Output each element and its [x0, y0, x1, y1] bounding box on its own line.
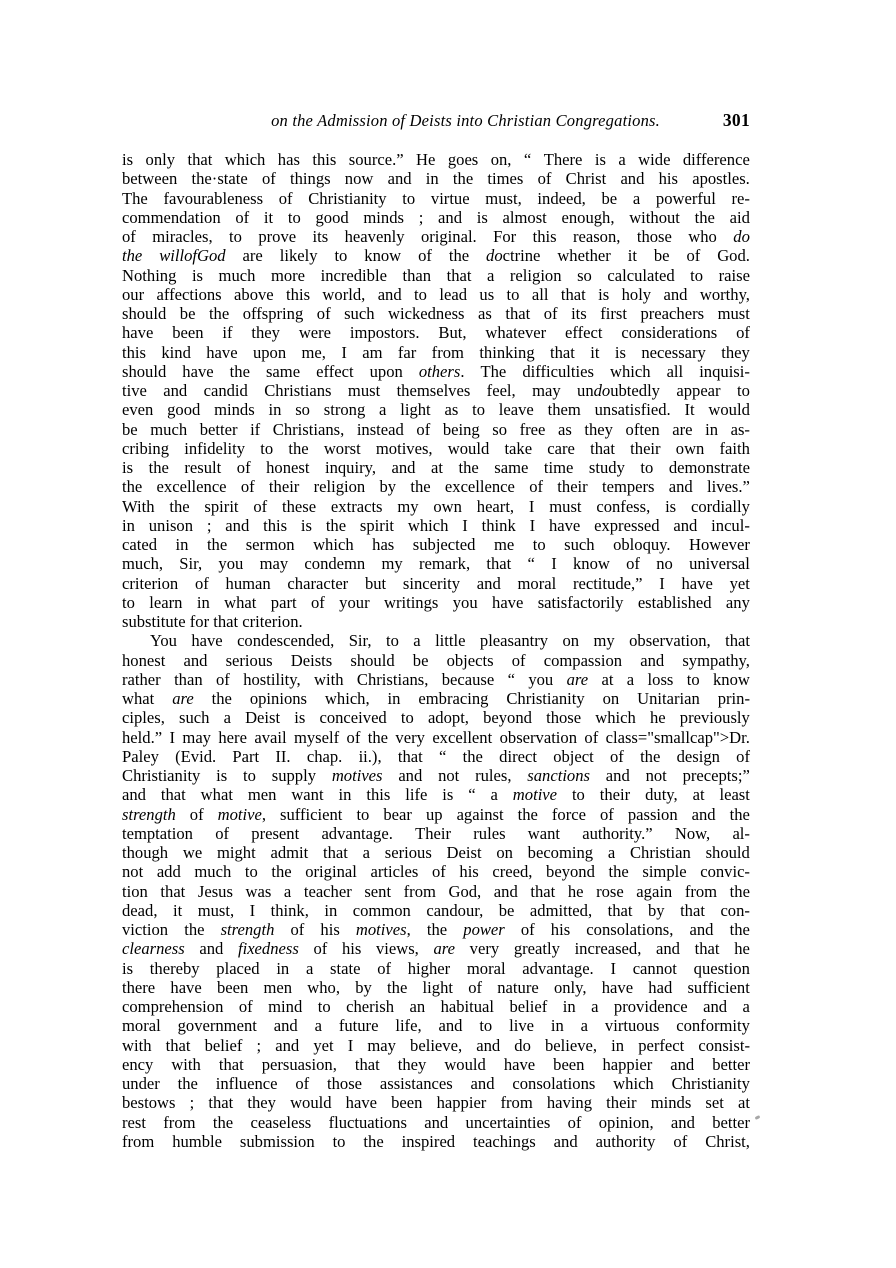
- page-number: 301: [722, 110, 750, 130]
- text-line: and that what men want in this life is “ a motive to their duty, at least: [122, 785, 750, 805]
- text-line: Paley (Evid. Part II. chap. ii.), that “ the direct object of the design of: [122, 746, 750, 766]
- text-line: held.” I may here avail myself of the very excellent observation of class="smallcap">Dr.: [122, 727, 750, 747]
- text-line: cated in the sermon which has subjected me to such obloquy. However: [122, 535, 750, 554]
- text-line: strength of motive, sufficient to bear up against the force of passion and the: [122, 804, 750, 824]
- running-title: on the Admission of Deists into Christian Congregations.: [271, 110, 660, 131]
- text-line: the excellence of their religion by the excellence of their tempers and lives.”: [122, 477, 750, 497]
- text-line: between the·state of things now and in the times of Christ and his apostles.: [122, 169, 750, 189]
- text-line: rest from the ceaseless fluctuations and uncertainties of opinion, and better: [122, 1112, 750, 1132]
- text-line: honest and serious Deists should be objects of compassion and sympathy,: [122, 650, 750, 670]
- text-line: The favourableness of Christianity to virtue must, indeed, be a powerful re-: [122, 188, 750, 208]
- text-line: commendation of it to good minds ; and is almost enough, without the aid: [122, 207, 750, 227]
- text-line: clearness and fixedness of his views, are very greatly increased, and that he: [122, 939, 750, 959]
- text-line: there have been men who, by the light of nature only, have had sufficient: [122, 977, 750, 997]
- text-line: in unison ; and this is the spirit which I think I have expressed and incul-: [122, 515, 750, 535]
- text-line: rather than of hostility, with Christians, because “ you are at a loss to know: [122, 669, 750, 689]
- paragraph-2: [122, 631, 750, 1151]
- text-line: is only that which has this source.” He goes on, “ There is a wide difference: [122, 150, 750, 169]
- text-line: under the influence of those assistances and consolations which Christianity: [122, 1074, 750, 1093]
- text-line: though we might admit that a serious Deist on becoming a Christian should: [122, 843, 750, 862]
- text-line: with that belief ; and yet I may believe, and do believe, in perfect consist-: [122, 1035, 750, 1055]
- text-line: ciples, such a Deist is conceived to adopt, beyond those which he previously: [122, 708, 750, 728]
- text-line: ency with that persuasion, that they would have been happier and better: [122, 1054, 750, 1074]
- text-line: much, Sir, you may condemn my remark, that “ I know of no universal: [122, 554, 750, 574]
- text-line: is the result of honest inquiry, and at the same time study to demonstrate: [122, 458, 750, 477]
- text-line: have been if they were impostors. But, whatever effect considerations of: [122, 323, 750, 343]
- text-line: dead, it must, I think, in common candour, be admitted, that by that con-: [122, 900, 750, 920]
- text-line: With the spirit of these extracts my own heart, I must confess, is cordially: [122, 496, 750, 516]
- running-head: [122, 110, 750, 134]
- text-line: to learn in what part of your writings you have satisfactorily established any: [122, 592, 750, 612]
- text-line: this kind have upon me, I am far from thinking that it is necessary they: [122, 342, 750, 362]
- text-block: [122, 150, 750, 1151]
- text-line: the willofGod are likely to know of the doctrine whether it be of God.: [122, 246, 750, 266]
- text-line: be much better if Christians, instead of being so free as they often are in as-: [122, 419, 750, 439]
- text-line: tive and candid Christians must themselves feel, may undoubtedly appear to: [122, 381, 750, 400]
- text-line: You have condescended, Sir, to a little pleasantry on my observation, that: [150, 631, 750, 651]
- text-line: should be the offspring of such wickedness as that of its first preachers must: [122, 304, 750, 323]
- text-line: from humble submission to the inspired teachings and authority of Christ,: [122, 1131, 750, 1151]
- text-line: bestows ; that they would have been happier from having their minds set at: [122, 1093, 750, 1113]
- scan-speck-artifact: [755, 1115, 761, 1120]
- text-line: of miracles, to prove its heavenly original. For this reason, those who do: [122, 227, 750, 246]
- text-line: is thereby placed in a state of higher moral advantage. I cannot question: [122, 958, 750, 978]
- text-line: even good minds in so strong a light as to leave them unsatisfied. It would: [122, 400, 750, 420]
- text-line: criterion of human character but sincerity and moral rectitude,” I have yet: [122, 573, 750, 593]
- text-line: what are the opinions which, in embracing Christianity on Unitarian prin-: [122, 689, 750, 708]
- text-line: tion that Jesus was a teacher sent from God, and that he rose again from the: [122, 881, 750, 901]
- text-line: temptation of present advantage. Their rules want authority.” Now, al-: [122, 823, 750, 843]
- text-line: cribing infidelity to the worst motives, would take care that their own faith: [122, 438, 750, 458]
- text-line: moral government and a future life, and to live in a virtuous conformity: [122, 1016, 750, 1036]
- text-line: Nothing is much more incredible than that a religion so calculated to raise: [122, 265, 750, 285]
- text-line: substitute for that criterion.: [122, 612, 303, 631]
- text-line: our affections above this world, and to lead us to all that is holy and worthy,: [122, 284, 750, 304]
- text-line: should have the same effect upon others. The difficulties which all inquisi-: [122, 361, 750, 381]
- paragraph-1: [122, 150, 750, 631]
- text-line: comprehension of mind to cherish an habitual belief in a providence and a: [122, 997, 750, 1016]
- text-line: Christianity is to supply motives and not rules, sanctions and not precepts;”: [122, 766, 750, 785]
- text-line: not add much to the original articles of his creed, beyond the simple convic-: [122, 862, 750, 882]
- text-line: viction the strength of his motives, the power of his consolations, and the: [122, 920, 750, 939]
